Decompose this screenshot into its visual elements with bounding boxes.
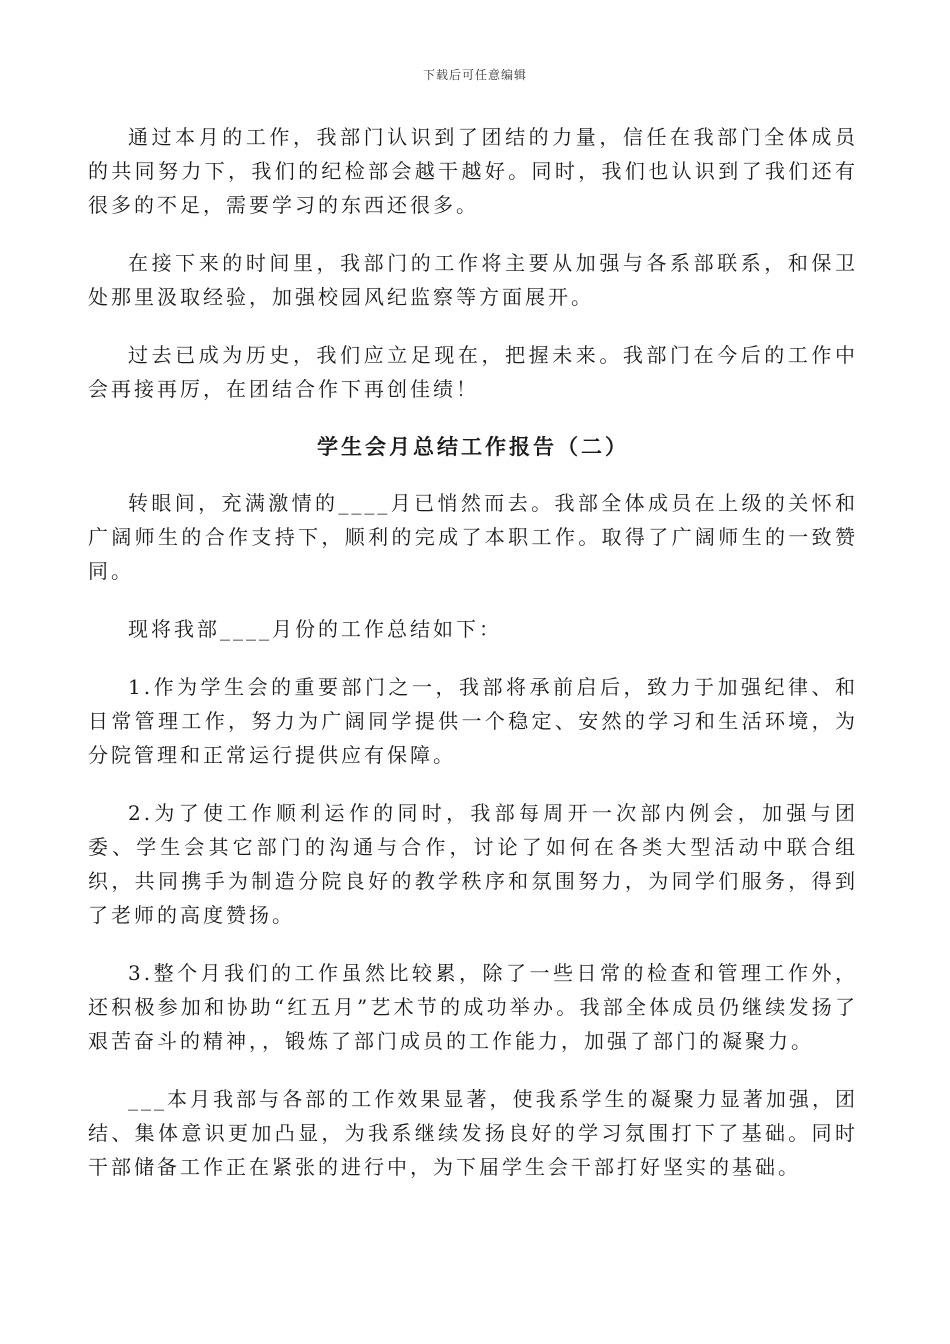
paragraph-conclusion: ___本月我部与各部的工作效果显著，使我系学生的凝聚力显著加强，团结、集体意识更加凸显，为我系继续发扬良好的学习氛围打下了基础。同时干部储备工作正在紧张的进行中，为下届学生会干部打好坚实的基础。 [88,1087,858,1179]
paragraph-item-1: 1.作为学生会的重要部门之一，我部将承前启后，致力于加强纪律、和日常管理工作，努力为广阔同学提供一个稳定、安然的学习和生活环境，为分院管理和正常运行提供应有保障。 [88,675,858,767]
paragraph-item-2: 2.为了使工作顺利运作的同时，我部每周开一次部内例会，加强与团委、学生会其它部门的沟通与合作，讨论了如何在各类大型活动中联合组织，共同携手为制造分院良好的教学秩序和氛围努力，为同学们服务，得到了老师的高度赞扬。 [88,801,858,927]
document-body [88,120,858,1208]
paragraph-summary-lead: 现将我部____月份的工作总结如下： [128,617,502,641]
page-header-note: 下载后可任意编辑 [422,68,527,82]
paragraph-unity: 通过本月的工作，我部门认识到了团结的力量，信任在我部门全体成员的共同努力下，我们的纪检部会越干越好。同时，我们也认识到了我们还有很多的不足，需要学习的东西还很多。 [88,125,858,217]
section-title: 学生会月总结工作报告（二） [317,434,629,459]
paragraph-item-3: 3.整个月我们的工作虽然比较累，除了一些日常的检查和管理工作外，还积极参加和协助“红五月”艺术节的成功举办。我部全体成员仍继续发扬了艰苦奋斗的精神，，锻炼了部门成员的工作能力，加强了部门的凝聚力。 [88,961,858,1053]
paragraph-next-steps: 在接下来的时间里，我部门的工作将主要从加强与各系部联系，和保卫处那里汲取经验，加强校园风纪监察等方面展开。 [88,251,858,309]
paragraph-future: 过去已成为历史，我们应立足现在，把握未来。我部门在今后的工作中会再接再厉，在团结合作下再创佳绩！ [88,343,858,401]
paragraph-intro: 转眼间，充满激情的____月已悄然而去。我部全体成员在上级的关怀和广阔师生的合作支持下，顺利的完成了本职工作。取得了广阔师生的一致赞同。 [88,491,858,583]
